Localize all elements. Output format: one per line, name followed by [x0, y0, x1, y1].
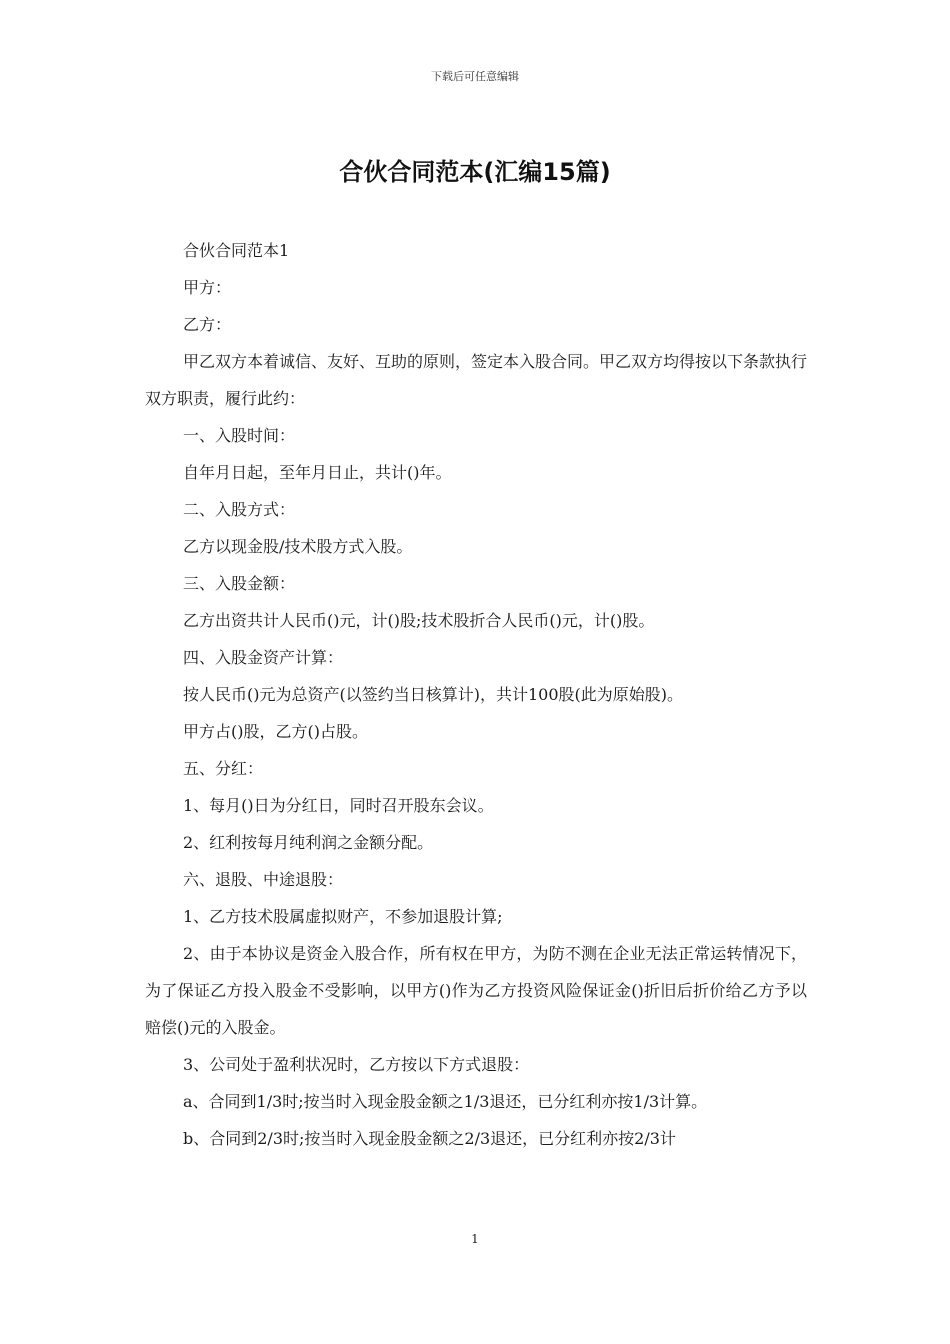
page-number: 1	[471, 1232, 479, 1246]
header-note: 下载后可任意编辑	[431, 70, 519, 83]
paragraph: 2、由于本协议是资金入股合作，所有权在甲方，为防不测在企业无法正常运转情况下，为了保证乙方投入股金不受影响，以甲方()作为乙方投资风险保证金()折旧后折价给乙方予以赔偿()元的入股金。	[145, 944, 807, 1037]
paragraph: 1、乙方技术股属虚拟财产，不参加退股计算;	[183, 907, 503, 926]
paragraph: 六、退股、中途退股：	[183, 870, 344, 889]
paragraph: 2、红利按每月纯利润之金额分配。	[183, 833, 434, 852]
paragraph: 乙方以现金股/技术股方式入股。	[183, 537, 413, 556]
paragraph: 一、入股时间：	[183, 426, 296, 445]
document-body	[145, 232, 807, 1157]
paragraph: 3、公司处于盈利状况时，乙方按以下方式退股：	[183, 1055, 530, 1074]
paragraph: 按人民币()元为总资产(以签约当日核算计)，共计100股(此为原始股)。	[183, 685, 683, 704]
paragraph: 乙方出资共计人民币()元，计()股;技术股折合人民币()元，计()股。	[183, 611, 655, 630]
document-title: 合伙合同范本(汇编15篇)	[339, 158, 611, 186]
paragraph: 二、入股方式：	[183, 500, 296, 519]
paragraph: 甲方占()股，乙方()占股。	[183, 722, 368, 741]
paragraph: 1、每月()日为分红日，同时召开股东会议。	[183, 796, 494, 815]
paragraph: 甲乙双方本着诚信、友好、互助的原则，签定本入股合同。甲乙双方均得按以下条款执行双方职责，履行此约：	[145, 352, 808, 408]
paragraph: 合伙合同范本1	[183, 241, 290, 260]
paragraph: b、合同到2/3时;按当时入现金股金额之2/3退还，已分红利亦按2/3计	[183, 1129, 676, 1148]
paragraph: 自年月日起，至年月日止，共计()年。	[183, 463, 452, 482]
paragraph: 三、入股金额：	[183, 574, 296, 593]
paragraph: 五、分红：	[183, 759, 264, 778]
paragraph: 甲方：	[183, 278, 232, 297]
paragraph: 四、入股金资产计算：	[183, 648, 344, 667]
paragraph: a、合同到1/3时;按当时入现金股金额之1/3退还，已分红利亦按1/3计算。	[183, 1092, 708, 1111]
paragraph: 乙方：	[183, 315, 232, 334]
